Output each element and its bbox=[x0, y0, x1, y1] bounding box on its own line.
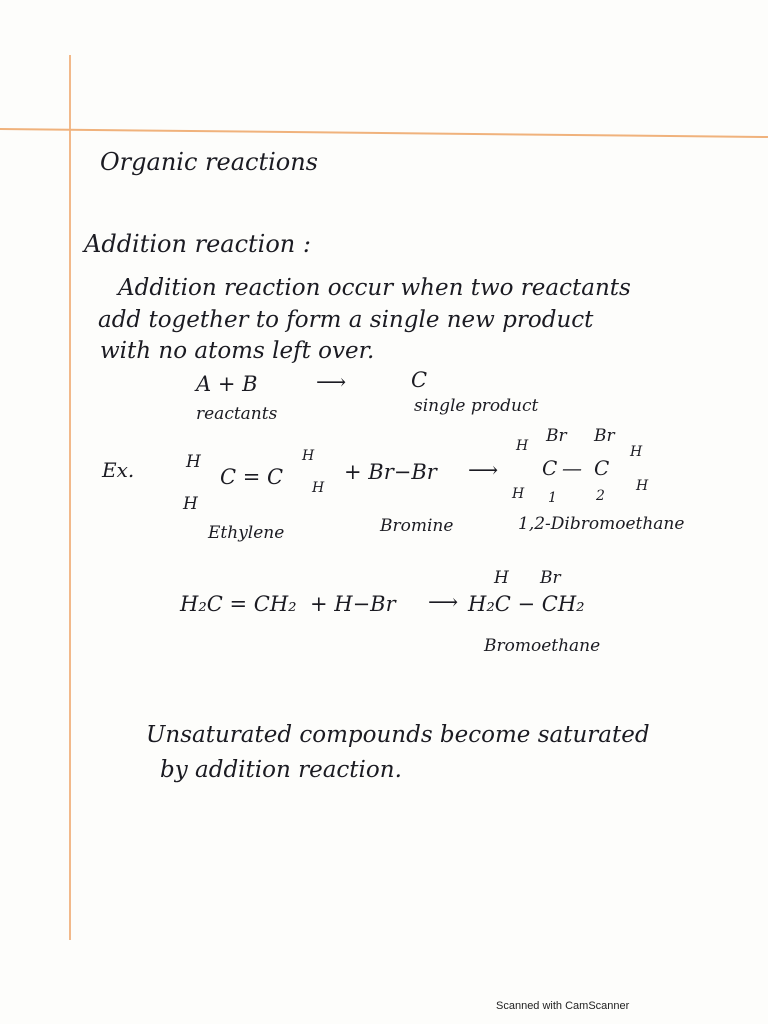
product1-br-2: Br bbox=[594, 426, 615, 446]
dibromoethane-name: 1,2-Dibromoethane bbox=[518, 514, 685, 534]
conclusion-line-1: Unsaturated compounds become saturated bbox=[146, 722, 650, 748]
margin-line-vertical bbox=[69, 55, 71, 940]
conclusion-line-2: by addition reaction. bbox=[160, 757, 402, 783]
reactants-label: reactants bbox=[196, 404, 278, 424]
bromine-name: Bromine bbox=[380, 516, 454, 536]
scheme-reactants: A + B bbox=[196, 372, 258, 396]
definition-line-3: with no atoms left over. bbox=[100, 338, 375, 364]
product1-h-top-right: H bbox=[630, 444, 643, 460]
product1-br-1: Br bbox=[546, 426, 567, 446]
example-label: Ex. bbox=[102, 458, 135, 482]
single-product-label: single product bbox=[414, 396, 539, 416]
product1-position-2: 2 bbox=[596, 488, 605, 504]
page-title: Organic reactions bbox=[100, 148, 318, 176]
reaction-arrow-2: ⟶ bbox=[428, 590, 459, 614]
product1-h-bottom-left: H bbox=[512, 486, 525, 502]
margin-line-horizontal bbox=[0, 128, 768, 138]
bromoethane-name: Bromoethane bbox=[484, 636, 601, 656]
section-heading: Addition reaction : bbox=[84, 230, 311, 258]
ethylene-name: Ethylene bbox=[208, 523, 285, 543]
reaction-arrow-1: ⟶ bbox=[468, 458, 499, 482]
ethylene-formula: H₂C = CH₂ bbox=[180, 592, 297, 616]
ethylene-h-top-left: H bbox=[186, 452, 201, 472]
scheme-product: C bbox=[411, 368, 428, 392]
hbr-reagent: + H−Br bbox=[310, 592, 396, 616]
ethylene-h-bottom-right: H bbox=[312, 480, 325, 496]
ethylene-h-bottom-left: H bbox=[183, 494, 198, 514]
bromoethane-formula: H₂C − CH₂ bbox=[468, 592, 585, 616]
product2-h-top: H bbox=[494, 568, 509, 588]
product1-h-bottom-right: H bbox=[636, 478, 649, 494]
product1-position-1: 1 bbox=[548, 490, 557, 506]
bromine-reagent: + Br−Br bbox=[344, 460, 437, 484]
product1-bond: — bbox=[562, 456, 582, 480]
scanner-watermark: Scanned with CamScanner bbox=[496, 1000, 630, 1012]
definition-line-1: Addition reaction occur when two reactants bbox=[118, 275, 631, 301]
product1-carbon-2: C bbox=[594, 456, 610, 480]
ethylene-double-bond: C = C bbox=[220, 465, 284, 489]
product1-h-top-left: H bbox=[516, 438, 529, 454]
product2-br-top: Br bbox=[540, 568, 561, 588]
definition-line-2: add together to form a single new product bbox=[98, 307, 594, 333]
scheme-arrow: ⟶ bbox=[316, 370, 347, 394]
product1-carbon-1: C bbox=[542, 456, 558, 480]
ethylene-h-top-right: H bbox=[302, 448, 315, 464]
